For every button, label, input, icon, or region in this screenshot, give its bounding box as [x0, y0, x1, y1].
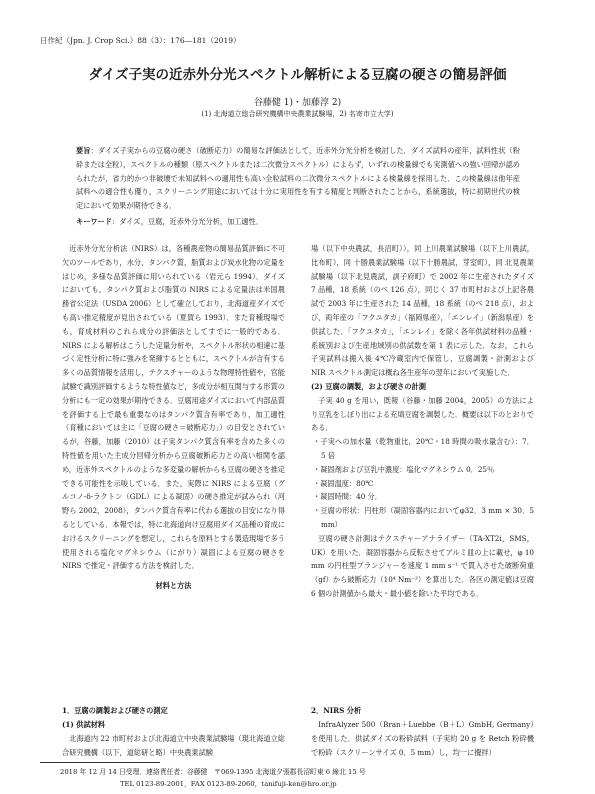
paper-title: ダイズ子実の近赤外分光スペクトル解析による豆腐の硬さの簡易評価 [88, 67, 507, 83]
list-item: ・凝固温度：80℃ [313, 478, 374, 488]
list-item: ・凝固時間：40 分． [313, 492, 382, 502]
preparation-paragraph: 子実 40 g を用い，既報（谷藤・加藤 2004，2005）の方法により豆乳をしぼり出による充填豆腐を調製した．概要は以下のとおりである． [311, 395, 534, 433]
journal-header: 日作紀（Jpn. J. Crop Sci.）88（3）：176―181（2019） [40, 36, 241, 45]
footnote-line-1: 2018 年 12 月 14 日受理．連絡責任者：谷藤健 〒069-1395 北海道夕張郡長沼町東 6 線北 15 号 [60, 768, 366, 776]
authors: 谷藤健 1)・加藤淳 2) [253, 98, 342, 108]
affiliation: (1) 北海道立総合研究機構中央農業試験場，2) 名寄市立大学) [201, 110, 394, 118]
preparation-list [311, 435, 534, 532]
footnote-rule [40, 762, 160, 763]
abstract-label: 要旨 [76, 146, 91, 155]
list-item: ・凝固剤および豆乳中濃度：塩化マグネシウム 0．25％ [313, 464, 495, 474]
list-item: ・子実への加水量（乾物重比，20℃・18 時間の吸水量含む）：7．5 倍 [313, 437, 534, 460]
subsection-heading-1: (1) 供試材料 [62, 720, 106, 729]
keywords [76, 217, 520, 227]
left-column-bottom [62, 704, 285, 718]
materials-paragraph: 場（以下中央農試，長沼町）），同 上川農業試験場（以下上川農試，比布町），同 十勝農業試験場（以下十勝農試，芽室町），同 北見農業試験場（以下北見農試，訓子府町）で 2002 年に生産されたダイズ 7 品種，18 系統（のべ 126 点），同じく 37 市町村および上記各農試で 2003 年に生産された 14 品種，18 系統（のべ 218 点），および，両年産の「フクユタカ」（福岡県産），「エンレイ」（新潟県産）を供試した．「フクユタカ」，「エンレイ」を除く各年供試材料の品種・系統別および生産地域別の供試数を第 1 表に示した．なお，これら子実試料は搬入後 4℃冷蔵室内で保管し，豆腐調製・計測および NIR スペクトル測定は概ね各生産年の翌年において実施した． [311, 244, 534, 378]
section-heading-1: 1．豆腐の調製および硬さの測定 [62, 706, 168, 715]
section-heading-2: 2．NIRS 分析 [311, 706, 362, 715]
nirs-paragraph: InfraAlyzer 500（Bran＋Luebbe（B＋L）GmbH, Germany）を使用した．供試ダイズの粉砕試料（子実約 20 g を Retch 粉砕機で粉砕（スクリーンサイズ 0．5 mm）し，均一に攪拌） [311, 720, 534, 757]
methods-heading: 材料と方法 [155, 581, 192, 591]
list-item: ・豆腐の形状：円柱形（凝固容器内においてφ32．3 mm × 30．5 mm） [313, 506, 534, 529]
right-column-bottom [311, 704, 534, 718]
subsection-1-paragraph: 北海道内 22 市町村および北海道立中央農業試験場（現北海道立総合研究機構（以下，道総研と略）中央農業試験 [62, 734, 285, 757]
subsection-1 [62, 718, 285, 732]
abstract [76, 144, 520, 213]
right-column [311, 242, 534, 694]
subsection-1-text [62, 732, 285, 760]
nirs-text [311, 718, 534, 760]
keywords-text: ：ダイズ，豆腐，近赤外分光分析，加工適性． [111, 217, 263, 226]
subsection-heading-2: (2) 豆腐の調製，および硬さの計測 [311, 381, 426, 391]
intro-paragraph: 近赤外分光分析法（NIRS）は，各種農産物の簡易品質評価に不可欠のツールであり，水分，タンパク質，脂質および炭水化物の定量をはじめ，多様な品質評価に用いられている（岩元ら 1994）．ダイズにおいても，タンパク質および脂質の NIRS による定量法は米国農務省公定法（USDA 2006）として確立しており，北海道産ダイズでも高い推定精度が見出されている（夏賀ら 1993）．また育種現場でも，育成材料のこれら成分の評価法としてすでに一般的である．NIRS による解析はこうした定量分析や，スペクトル形状の相違に基づく定性分析に特に強みを発揮するとともに，スペクトルが含有する多くの品質情報を活用し，テクスチャーのような物理特性値や，官能試験で識別評価するような特性値など，多成分が相互関与する形質の分析にも一定の効果が期待できる．豆腐用途ダイズにおいて内部品質を評価する上で最も重要なのはタンパク質含有率であり，加工適性（育種においては主に「豆腐の硬さ＝破断応力」）の目安とされているが，谷藤，加藤（2010）は子実タンパク質含有率を含めた多くの特性値を用いた主成分回帰分析から豆腐破断応力との高い相関を認め，近赤外スペクトルのような多変量の解析からも豆腐の硬さを推定できる可能性を示唆している．また，実際に NIRS による豆腐（グルコノ‐δ‐ラクトン（GDL）による凝固）の硬さ推定が試みられ（河野ら 2002，2008），タンパク質含有率に代わる選抜の目安になり得るとしている．本報では，特に北海道向け豆腐用ダイズ品種の育成におけるスクリーニングを想定し，これらを原料とする製造現場で多う使用される塩化マグネシウム（にがり）凝固による豆腐の硬さを NIRS で推定・評価する方法を検討した． [62, 244, 285, 571]
measurement-paragraph: 豆腐の硬さ計測はテクスチャーアナライザー（TA-XT2i，SMS，UK）を用いた．凝固容器から反転させてアルミ皿の上に載せ，φ 10 mm の円柱型プランジャーを速度 1 mm s⁻¹ で貫入させた破断荷重（gf）から破断応力（10⁴ Nm⁻²）を算出した．各区の測定値は豆腐 6 個の計測値から最大・最小値を除いた平均である． [311, 533, 534, 598]
left-column [62, 242, 285, 694]
abstract-text: ：ダイズ子実からの豆腐の硬さ（破断応力）の簡易な評価法として，近赤外分光分析を検討した．ダイズ試料の産年，試料性状（粉砕または全粒），スペクトルの種類（原スペクトルまたは二次微分スペクトル）によらず，いずれの検量線でも実測値への強い回帰が認められたが，省力的かつ非破壊で未知試料への適用性も高い全粒試料の二次微分スペクトルによる検量線を採用した．この検量線は他年産試料への適合性も優り，スクリーニング用途においては十分に実用性を有する精度と判断されたことから，系統選抜，特に初期世代の検定において効果が期待できる． [76, 146, 520, 211]
keywords-label: キーワード [76, 217, 112, 226]
footnote-line-2: TEL 0123-89-2001，FAX 0123-89-2060，tanifuji-ken@hro.or.jp [120, 780, 337, 788]
